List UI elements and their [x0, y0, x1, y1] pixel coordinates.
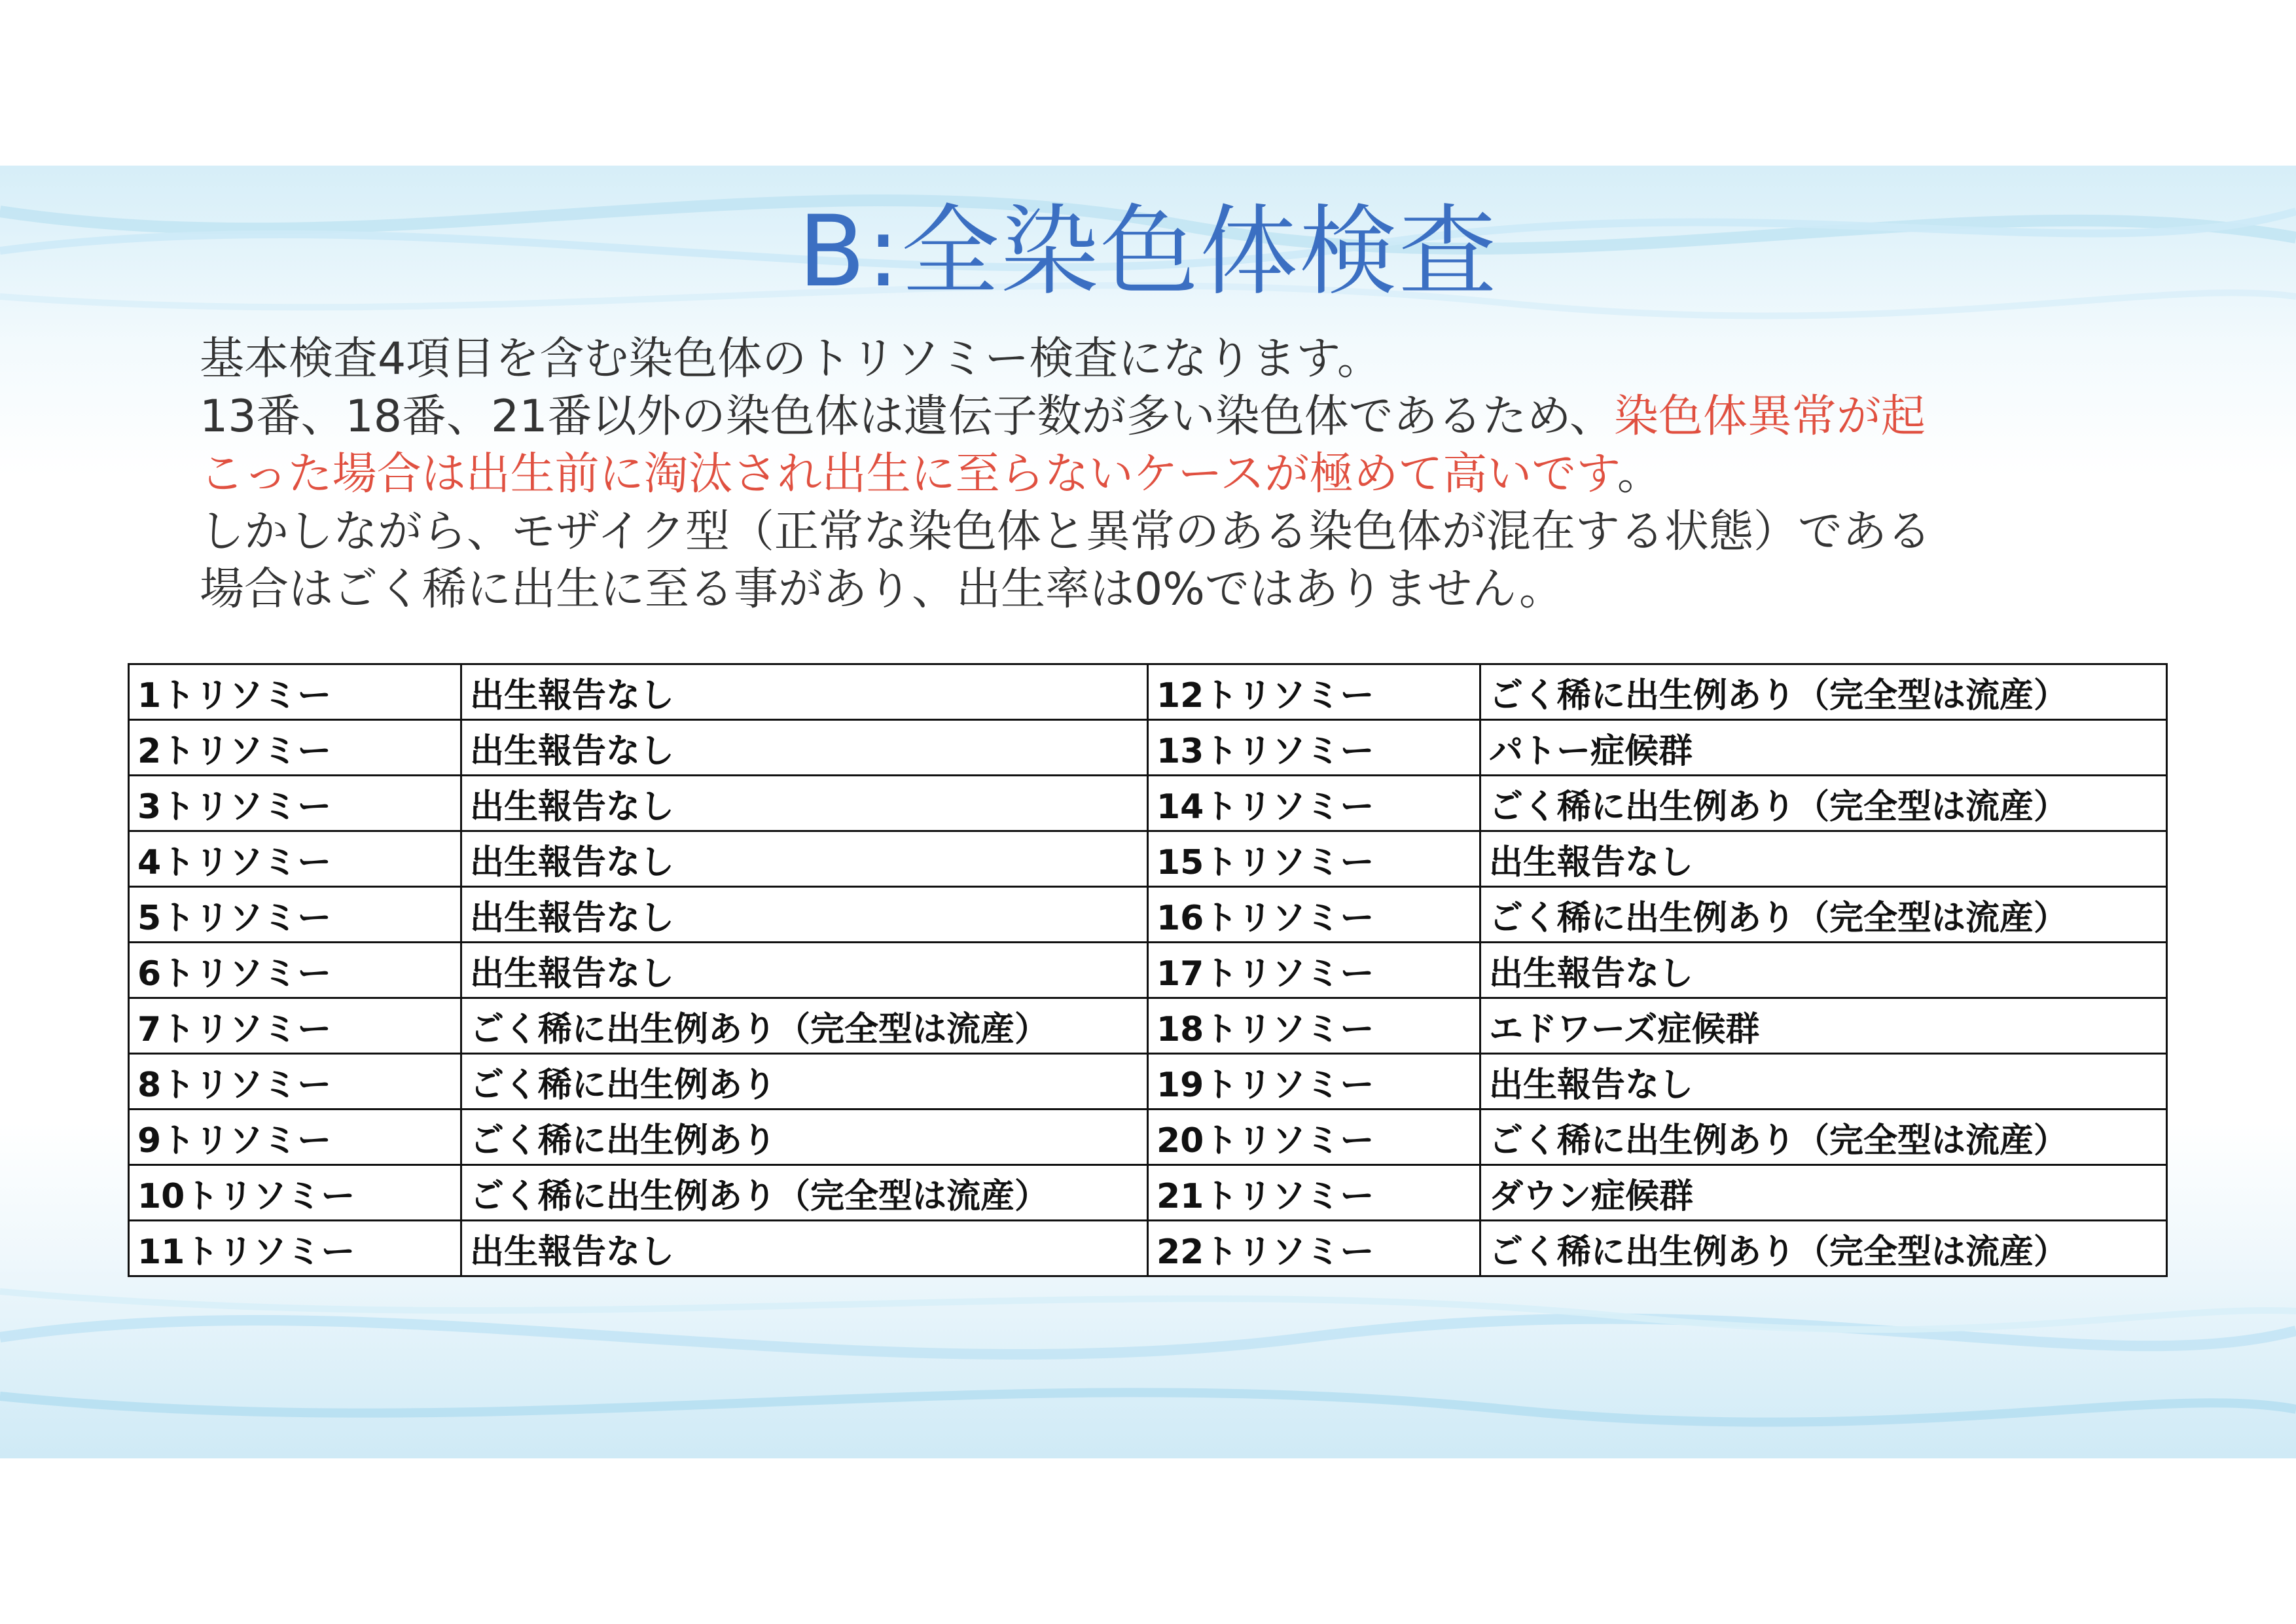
trisomy-desc-cell: ダウン症候群: [1480, 1165, 2167, 1221]
trisomy-name-cell: 12トリソミー: [1148, 664, 1480, 720]
trisomy-desc-cell: ごく稀に出生例あり（完全型は流産）: [1480, 776, 2167, 831]
table-row: [129, 831, 2167, 887]
trisomy-name-cell: 11トリソミー: [129, 1221, 461, 1276]
trisomy-desc-cell: ごく稀に出生例あり: [461, 1110, 1148, 1165]
trisomy-desc-cell: ごく稀に出生例あり: [461, 1054, 1148, 1110]
trisomy-name-cell: 17トリソミー: [1148, 943, 1480, 998]
trisomy-name-cell: 3トリソミー: [129, 776, 461, 831]
intro-line-3-highlight: こった場合は出生前に淘汰され出生に至らないケースが極めて高いです: [200, 448, 1617, 500]
intro-line-2: [200, 388, 2163, 446]
trisomy-name-cell: 8トリソミー: [129, 1054, 461, 1110]
trisomy-desc-cell: 出生報告なし: [461, 831, 1148, 887]
trisomy-name-cell: 5トリソミー: [129, 887, 461, 943]
trisomy-desc-cell: 出生報告なし: [461, 1221, 1148, 1276]
trisomy-desc-cell: 出生報告なし: [1480, 831, 2167, 887]
table-row: [129, 887, 2167, 943]
trisomy-desc-cell: 出生報告なし: [461, 887, 1148, 943]
trisomy-desc-cell: 出生報告なし: [461, 776, 1148, 831]
page-title: B:全染色体検査: [798, 195, 1498, 309]
intro-line-2-text: 13番、18番、21番以外の染色体は遺伝子数が多い染色体であるため、: [200, 391, 1614, 442]
table-row: [129, 1165, 2167, 1221]
trisomy-name-cell: 15トリソミー: [1148, 831, 1480, 887]
trisomy-name-cell: 2トリソミー: [129, 720, 461, 776]
intro-text: [200, 331, 2163, 619]
table-row: [129, 1054, 2167, 1110]
trisomy-name-cell: 20トリソミー: [1148, 1110, 1480, 1165]
trisomy-name-cell: 6トリソミー: [129, 943, 461, 998]
trisomy-desc-cell: ごく稀に出生例あり（完全型は流産）: [1480, 1110, 2167, 1165]
trisomy-desc-cell: エドワーズ症候群: [1480, 998, 2167, 1054]
trisomy-desc-cell: 出生報告なし: [461, 664, 1148, 720]
table-row: [129, 776, 2167, 831]
intro-line-2-highlight: 染色体異常が起: [1613, 391, 1926, 442]
trisomy-desc-cell: ごく稀に出生例あり（完全型は流産）: [461, 1165, 1148, 1221]
trisomy-table: [128, 663, 2168, 1277]
trisomy-desc-cell: ごく稀に出生例あり（完全型は流産）: [1480, 664, 2167, 720]
trisomy-desc-cell: 出生報告なし: [1480, 1054, 2167, 1110]
trisomy-desc-cell: 出生報告なし: [1480, 943, 2167, 998]
table-row: [129, 1110, 2167, 1165]
trisomy-name-cell: 18トリソミー: [1148, 998, 1480, 1054]
trisomy-name-cell: 9トリソミー: [129, 1110, 461, 1165]
trisomy-name-cell: 14トリソミー: [1148, 776, 1480, 831]
table-row: [129, 998, 2167, 1054]
table-row: [129, 943, 2167, 998]
trisomy-name-cell: 21トリソミー: [1148, 1165, 1480, 1221]
trisomy-desc-cell: 出生報告なし: [461, 720, 1148, 776]
intro-line-3: [200, 446, 2163, 503]
trisomy-name-cell: 13トリソミー: [1148, 720, 1480, 776]
trisomy-desc-cell: ごく稀に出生例あり（完全型は流産）: [461, 998, 1148, 1054]
trisomy-desc-cell: パトー症候群: [1480, 720, 2167, 776]
trisomy-name-cell: 19トリソミー: [1148, 1054, 1480, 1110]
trisomy-desc-cell: 出生報告なし: [461, 943, 1148, 998]
trisomy-name-cell: 7トリソミー: [129, 998, 461, 1054]
table-row: [129, 664, 2167, 720]
table-row: [129, 720, 2167, 776]
trisomy-name-cell: 1トリソミー: [129, 664, 461, 720]
table-row: [129, 1221, 2167, 1276]
trisomy-desc-cell: ごく稀に出生例あり（完全型は流産）: [1480, 1221, 2167, 1276]
trisomy-desc-cell: ごく稀に出生例あり（完全型は流産）: [1480, 887, 2167, 943]
intro-line-1: 基本検査4項目を含む染色体のトリソミー検査になります。: [200, 333, 1382, 385]
intro-line-3-end: 。: [1617, 448, 1662, 500]
intro-line-4: しかしながら、モザイク型（正常な染色体と異常のある染色体が混在する状態）である: [200, 506, 1931, 558]
intro-line-5: 場合はごく稀に出生に至る事があり、出生率は0%ではありません。: [200, 564, 1564, 615]
trisomy-name-cell: 10トリソミー: [129, 1165, 461, 1221]
trisomy-name-cell: 16トリソミー: [1148, 887, 1480, 943]
trisomy-name-cell: 22トリソミー: [1148, 1221, 1480, 1276]
trisomy-name-cell: 4トリソミー: [129, 831, 461, 887]
